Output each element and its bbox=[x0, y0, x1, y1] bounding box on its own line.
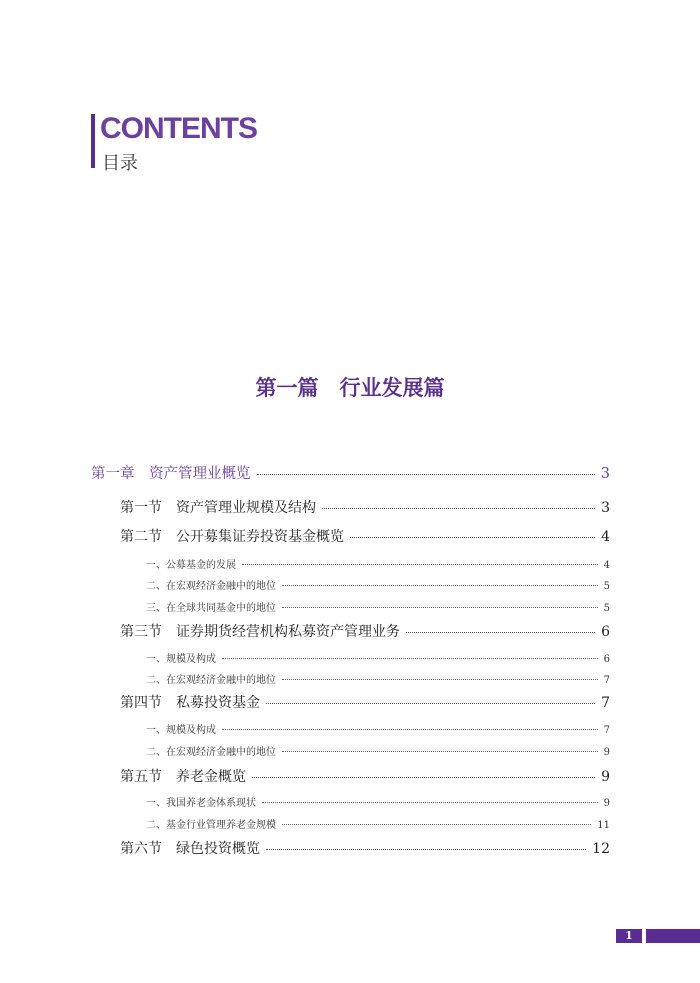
toc-section-page: 7 bbox=[601, 695, 610, 711]
toc-section-page: 9 bbox=[601, 769, 610, 785]
toc-subsection-label: 一、规模及构成 bbox=[146, 654, 216, 665]
contents-title-en: CONTENTS bbox=[100, 112, 257, 145]
toc-subsection-page: 6 bbox=[603, 654, 610, 665]
toc-subsection-page: 7 bbox=[603, 725, 610, 736]
toc-subsection[interactable] bbox=[146, 794, 610, 809]
footer-accent-bar bbox=[646, 929, 700, 943]
toc-subsection[interactable] bbox=[146, 721, 610, 736]
toc-leader-dots bbox=[282, 823, 591, 825]
toc-leader-dots bbox=[282, 750, 598, 752]
toc-section-label: 第四节 私募投资基金 bbox=[120, 695, 260, 711]
toc-subsection-page: 7 bbox=[603, 675, 610, 686]
toc-subsection[interactable] bbox=[146, 816, 610, 831]
toc-subsection[interactable] bbox=[146, 556, 610, 571]
toc-chapter-label: 第一章 资产管理业概览 bbox=[91, 466, 251, 482]
toc-subsection-label: 一、公募基金的发展 bbox=[146, 560, 236, 571]
toc-subsection[interactable] bbox=[146, 671, 610, 686]
toc-section-page: 3 bbox=[601, 500, 610, 516]
toc-section-page: 6 bbox=[601, 624, 610, 640]
toc-leader-dots bbox=[350, 536, 595, 538]
toc-section[interactable] bbox=[120, 621, 610, 641]
contents-title-cn: 目录 bbox=[102, 153, 138, 174]
page-number: 1 bbox=[616, 929, 642, 943]
toc-subsection-label: 二、在宏观经济金融中的地位 bbox=[146, 581, 276, 592]
toc-leader-dots bbox=[266, 848, 586, 850]
toc-leader-dots bbox=[406, 631, 595, 633]
toc-subsection-page: 9 bbox=[603, 798, 610, 809]
toc-section[interactable] bbox=[120, 838, 610, 858]
toc-chapter[interactable] bbox=[91, 462, 610, 483]
toc-chapter-page: 3 bbox=[600, 466, 610, 482]
toc-subsection-label: 三、在全球共同基金中的地位 bbox=[146, 603, 276, 614]
toc-subsection-page: 11 bbox=[597, 820, 610, 831]
toc-leader-dots bbox=[257, 473, 595, 475]
toc-section-page: 4 bbox=[601, 529, 610, 545]
toc-subsection-page: 9 bbox=[603, 747, 610, 758]
toc-section-label: 第二节 公开募集证券投资基金概览 bbox=[120, 529, 344, 545]
toc-subsection-label: 二、在宏观经济金融中的地位 bbox=[146, 747, 276, 758]
toc-leader-dots bbox=[252, 776, 595, 778]
toc-section-label: 第三节 证券期货经营机构私募资产管理业务 bbox=[120, 624, 400, 640]
toc-subsection[interactable] bbox=[146, 650, 610, 665]
toc-subsection-page: 4 bbox=[603, 560, 610, 571]
toc-section-page: 12 bbox=[592, 841, 610, 857]
toc-leader-dots bbox=[266, 702, 595, 704]
toc-leader-dots bbox=[322, 507, 595, 509]
toc-section-label: 第六节 绿色投资概览 bbox=[120, 841, 260, 857]
toc-subsection-label: 二、基金行业管理养老金规模 bbox=[146, 820, 276, 831]
toc-section-label: 第一节 资产管理业规模及结构 bbox=[120, 500, 316, 516]
toc-leader-dots bbox=[222, 728, 598, 730]
toc-leader-dots bbox=[222, 657, 598, 659]
toc-subsection-page: 5 bbox=[603, 581, 610, 592]
toc-leader-dots bbox=[242, 563, 598, 565]
toc-section[interactable] bbox=[120, 497, 610, 517]
toc-subsection-label: 二、在宏观经济金融中的地位 bbox=[146, 675, 276, 686]
toc-leader-dots bbox=[282, 678, 598, 680]
toc-section[interactable] bbox=[120, 526, 610, 546]
toc-subsection-page: 5 bbox=[603, 603, 610, 614]
toc-subsection[interactable] bbox=[146, 599, 610, 614]
toc-subsection-label: 一、我国养老金体系现状 bbox=[146, 798, 256, 809]
toc-subsection-label: 一、规模及构成 bbox=[146, 725, 216, 736]
toc-section[interactable] bbox=[120, 766, 610, 786]
toc-leader-dots bbox=[262, 801, 598, 803]
toc-leader-dots bbox=[282, 606, 598, 608]
toc-section-label: 第五节 养老金概览 bbox=[120, 769, 246, 785]
part-title: 第一篇 行业发展篇 bbox=[255, 376, 445, 400]
toc-subsection[interactable] bbox=[146, 743, 610, 758]
contents-accent-bar bbox=[91, 114, 95, 168]
toc-subsection[interactable] bbox=[146, 577, 610, 592]
toc-leader-dots bbox=[282, 584, 598, 586]
toc-section[interactable] bbox=[120, 692, 610, 712]
